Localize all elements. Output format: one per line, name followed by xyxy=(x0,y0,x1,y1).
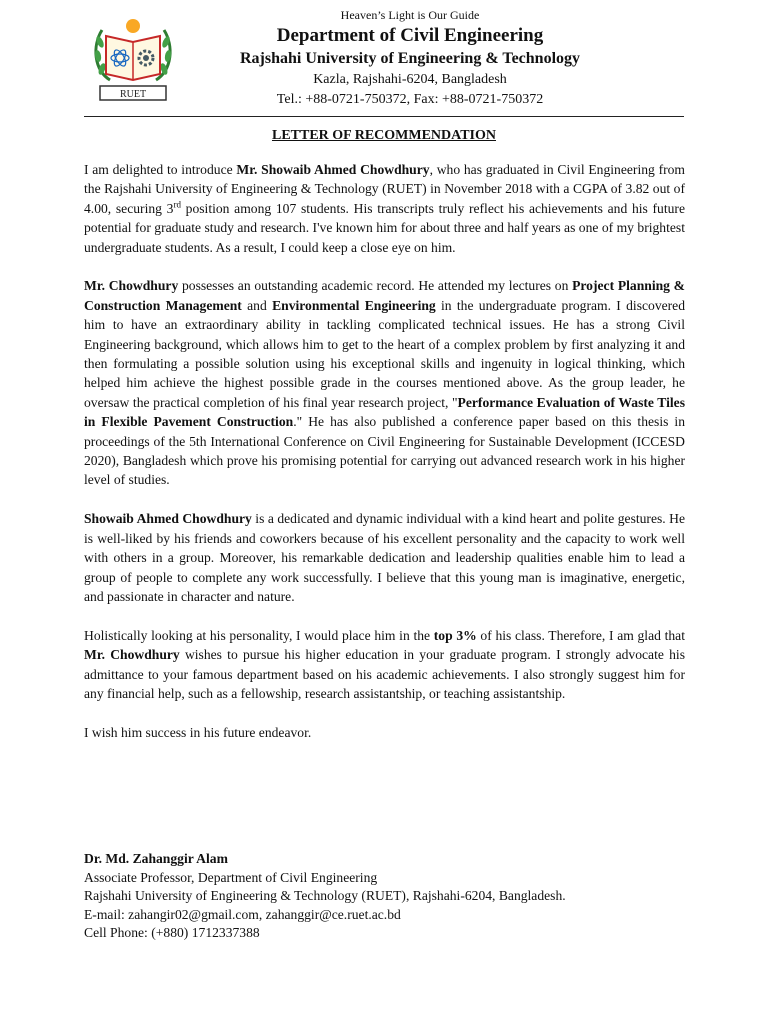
course-name: Project Planning & Construction Management xyxy=(84,278,685,313)
course-name: Environmental Engineering xyxy=(272,297,436,313)
university-name: Rajshahi University of Engineering & Technology xyxy=(239,50,581,67)
letter-title: LETTER OF RECOMMENDATION xyxy=(271,128,496,143)
paragraph-closing: I wish him success in his future endeavor. xyxy=(84,724,312,740)
paragraph-recommendation: Holistically looking at his personality, I would place him in the top 3% of his class. Therefore, I am glad that Mr. Chowdhury wishes to pursue his higher education in your graduate program. I strongly advocate his admittance to your famous department based on his academic achievements. I also strongly suggest him for any financial help, such as a fellowship, research assistantship, or teaching assistantship. xyxy=(84,627,685,701)
motto: Heaven’s Light is Our Guide xyxy=(340,8,480,22)
student-name: Mr. Showaib Ahmed Chowdhury xyxy=(236,162,430,177)
signatory-name: Dr. Md. Zahanggir Alam xyxy=(84,851,228,866)
signatory-email: E-mail: zahangir02@gmail.com, zahanggir@ce.ruet.ac.bd xyxy=(84,906,401,922)
class-rank: top 3% xyxy=(433,627,477,643)
paragraph-intro: I am delighted to introduce Mr. Showaib Ahmed Chowdhury, who has graduated in Civil Engineering from the Rajshahi University of Engineering & Technology (RUET) in November 2018 with a CGPA of 3.82 out of 4.00, securing 3rd position among 107 students. His transcripts truly reflect his achievements and his future potential for graduate study and research. I've known him for about three and half years as one of my brightest undergraduate students. As a result, I could keep a close eye on him. xyxy=(84,162,685,255)
logo-banner-text: RUET xyxy=(119,89,147,100)
department-name: Department of Civil Engineering xyxy=(276,25,544,46)
signatory-affiliation: Rajshahi University of Engineering & Technology (RUET), Rajshahi-6204, Bangladesh. xyxy=(84,888,566,903)
letterhead xyxy=(160,6,660,110)
address: Kazla, Rajshahi-6204, Bangladesh xyxy=(313,72,507,87)
header-divider xyxy=(84,116,684,117)
paragraph-character: Showaib Ahmed Chowdhury is a dedicated and dynamic individual with a kind heart and polite gestures. He is well-liked by his friends and coworkers because of his excellent personality and the capacity to work well with others in a group. Moreover, his remarkable dedication and leadership qualities enable him to lead a group of people to complete any work successfully. I believe that this young man is imaginative, energetic, and passionate in character and nature. xyxy=(84,511,685,604)
paragraph-academic: Mr. Chowdhury possesses an outstanding academic record. He attended my lectures on Project Planning & Construction Management and Environmental Engineering in the undergraduate program. I discovered him to have an extraordinary ability in tackling complicated technical issues. He has a strong Civil Engineering background, which allows him to get to the heart of a complex problem by first analyzing it and then formulating a possible solution using his exceptional skills and ingenuity in logical thinking, which helped him achieve the highest possible grade in the courses mentioned above. As the group leader, he oversaw the practical completion of his final year research project, "Performance Evaluation of Waste Tiles in Flexible Pavement Construction." He has also published a conference paper based on this thesis in proceedings of the 5th International Conference on Civil Engineering for Sustainable Development (ICCESD 2020), Bangladesh which prove his promising potential for carrying out advanced research work in his higher level of studies. xyxy=(84,278,686,488)
signatory-position: Associate Professor, Department of Civil Engineering xyxy=(84,869,378,885)
signatory-phone: Cell Phone: (+880) 1712337388 xyxy=(84,925,260,940)
signature-block xyxy=(84,850,566,943)
project-title: Performance Evaluation of Waste Tiles in Flexible Pavement Construction xyxy=(84,394,685,430)
contact-line: Tel.: +88-0721-750372, Fax: +88-0721-750372 xyxy=(276,92,544,107)
letter-body xyxy=(84,160,685,762)
